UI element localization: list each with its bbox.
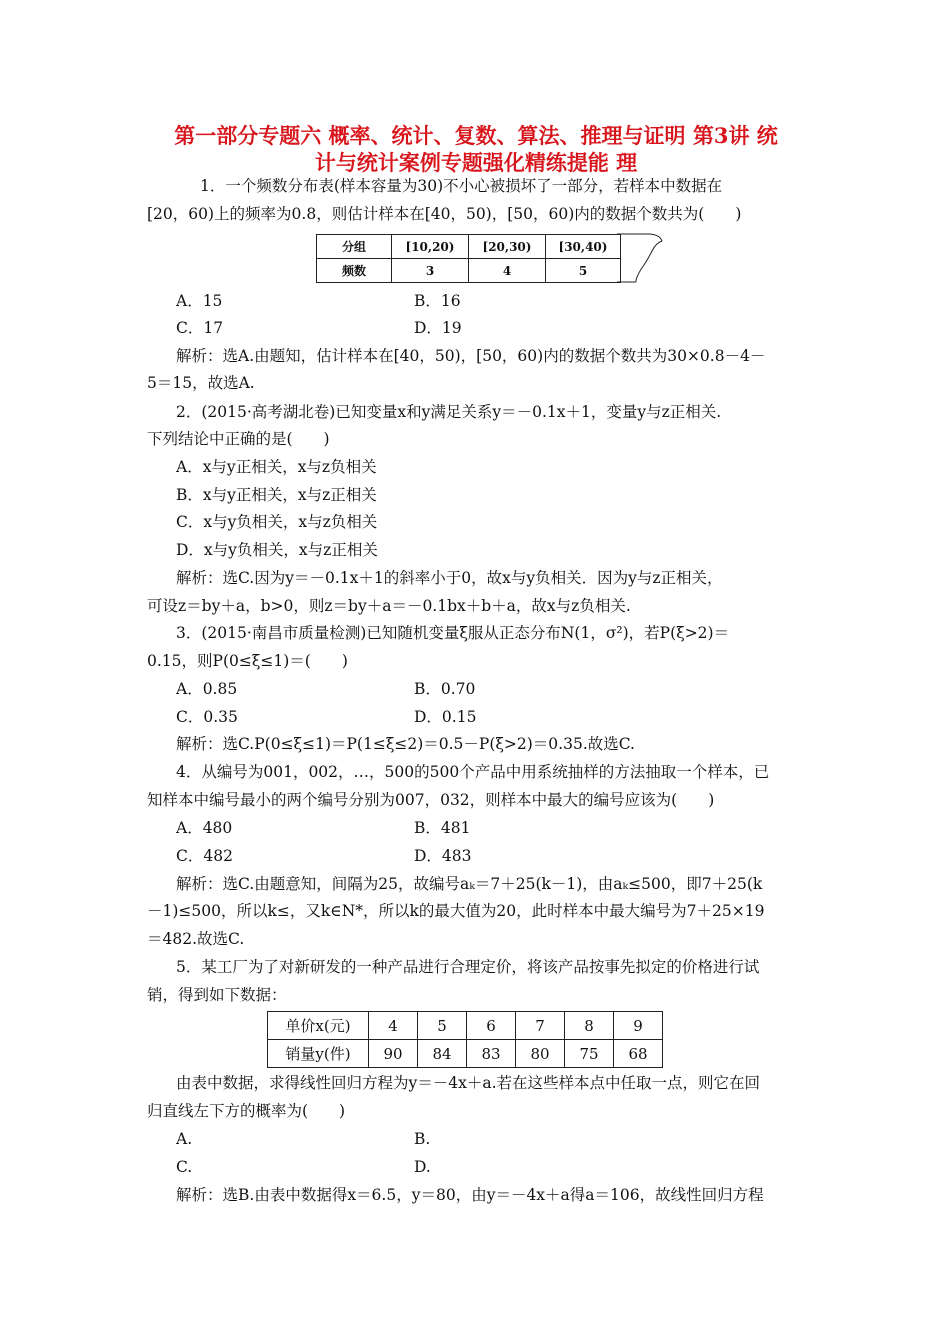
q1-option-a: A．15	[176, 292, 223, 310]
table-cell: 3	[392, 259, 469, 283]
table-cell: 7	[516, 1012, 565, 1040]
q1-solution-line-1: 解析：选A.由题知，估计样本在[40，50)，[50，60)内的数据个数共为30×0.8－4－	[176, 347, 766, 365]
q3-solution-line-1: 解析：选C.P(0≤ξ≤1)＝P(1≤ξ≤2)＝0.5－P(ξ>2)＝0.35.故选C.	[176, 735, 635, 753]
q5-stem-line-3: 由表中数据，求得线性回归方程为y＝－4x＋a.若在这些样本点中任取一点，则它在回	[176, 1074, 761, 1092]
q2-solution-line-1: 解析：选C.因为y＝－0.1x＋1的斜率小于0，故x与y负相关．因为y与z正相关，	[176, 569, 723, 587]
q1-solution-line-2: 5＝15，故选A.	[147, 374, 255, 392]
q4-solution-line-2: －1)≤500，所以k≤，又k∈N*，所以k的最大值为20，此时样本中最大编号为7＋25×19	[147, 902, 765, 920]
table-cell: 销量y(件)	[268, 1040, 369, 1068]
q5-option-c: C.	[176, 1158, 193, 1176]
q4-solution-line-3: ＝482.故选C.	[147, 930, 245, 948]
table-cell: 84	[418, 1040, 467, 1068]
q5-stem-line-2: 销，得到如下数据：	[147, 986, 287, 1004]
table-cell: 频数	[317, 259, 392, 283]
title-line-1: 第一部分专题六 概率、统计、复数、算法、推理与证明 第3讲 统	[174, 123, 778, 148]
q4-option-b: B．481	[414, 819, 471, 837]
q3-stem-line-1: 3．(2015·南昌市质量检测)已知随机变量ξ服从正态分布N(1，σ²)，若P(ξ>2)＝	[176, 624, 730, 642]
q1-frequency-table	[316, 234, 661, 283]
q3-option-c: C．0.35	[176, 708, 238, 726]
table-cell: 9	[614, 1012, 663, 1040]
table-cell: 80	[516, 1040, 565, 1068]
table-cell: 5	[418, 1012, 467, 1040]
q2-stem-line-2: 下列结论中正确的是( )	[147, 430, 330, 448]
q2-stem-line-1: 2．(2015·高考湖北卷)已知变量x和y满足关系y＝－0.1x＋1，变量y与z正相关.	[176, 403, 722, 421]
table-cell: 单价x(元)	[268, 1012, 369, 1040]
table-cell: [10,20)	[392, 235, 469, 259]
q4-option-a: A．480	[176, 819, 233, 837]
q4-solution-line-1: 解析：选C.由题意知，间隔为25，故编号aₖ＝7＋25(k－1)，由aₖ≤500，即7＋25(k	[176, 875, 763, 893]
q4-stem-line-1: 4．从编号为001，002，…，500的500个产品中用系统抽样的方法抽取一个样本，已	[176, 763, 770, 781]
q2-solution-line-2: 可设z＝by＋a，b>0，则z＝by＋a＝－0.1bx＋b＋a，故x与z负相关.	[147, 597, 631, 615]
page-title	[140, 122, 812, 176]
title-line-2: 计与统计案例专题强化精练提能 理	[314, 150, 638, 175]
table-cell: 75	[565, 1040, 614, 1068]
q5-stem-line-1: 5．某工厂为了对新研发的一种产品进行合理定价，将该产品按事先拟定的价格进行试	[176, 958, 760, 976]
table-cell: 90	[369, 1040, 418, 1068]
q1-option-d: D．19	[414, 319, 462, 337]
q2-option-c: C．x与y负相关，x与z负相关	[176, 513, 378, 531]
table-cell: 68	[614, 1040, 663, 1068]
table-cell: [30,40)	[546, 235, 621, 259]
q1-stem-line-2: [20，60)上的频率为0.8，则估计样本在[40，50)，[50，60)内的数据个数共为( )	[147, 205, 742, 223]
q5-stem-line-4: 归直线左下方的概率为( )	[147, 1102, 346, 1120]
table-cell: 4	[369, 1012, 418, 1040]
q3-option-d: D．0.15	[414, 708, 477, 726]
q3-option-b: B．0.70	[414, 680, 476, 698]
q5-option-a: A.	[176, 1130, 193, 1148]
q4-option-c: C．482	[176, 847, 233, 865]
q2-option-a: A．x与y正相关，x与z负相关	[176, 458, 377, 476]
q3-stem-line-2: 0.15，则P(0≤ξ≤1)＝( )	[147, 652, 348, 670]
q3-option-a: A．0.85	[176, 680, 238, 698]
table-cell: 5	[546, 259, 621, 283]
table-cell: [20,30)	[469, 235, 546, 259]
table-cell: 6	[467, 1012, 516, 1040]
q4-stem-line-2: 知样本中编号最小的两个编号分别为007，032，则样本中最大的编号应该为( )	[147, 791, 715, 809]
table-cell: 83	[467, 1040, 516, 1068]
q4-option-d: D．483	[414, 847, 472, 865]
table-cell: 8	[565, 1012, 614, 1040]
q2-option-b: B．x与y正相关，x与z正相关	[176, 486, 377, 504]
q1-stem-line-1: 1．一个频数分布表(样本容量为30)不小心被损坏了一部分，若样本中数据在	[200, 177, 723, 195]
q1-option-b: B．16	[414, 292, 461, 310]
q2-option-d: D．x与y负相关，x与z正相关	[176, 541, 378, 559]
q1-option-c: C．17	[176, 319, 224, 337]
q5-price-sales-table	[267, 1011, 663, 1068]
table-cell: 分组	[317, 235, 392, 259]
torn-edge-graphic	[616, 233, 666, 285]
q5-option-b: B.	[414, 1130, 431, 1148]
q5-option-d: D.	[414, 1158, 431, 1176]
q5-solution-line-1: 解析：选B.由表中数据得x＝6.5，y＝80，由y＝－4x＋a得a＝106，故线性回归方程	[176, 1186, 764, 1204]
table-cell: 4	[469, 259, 546, 283]
